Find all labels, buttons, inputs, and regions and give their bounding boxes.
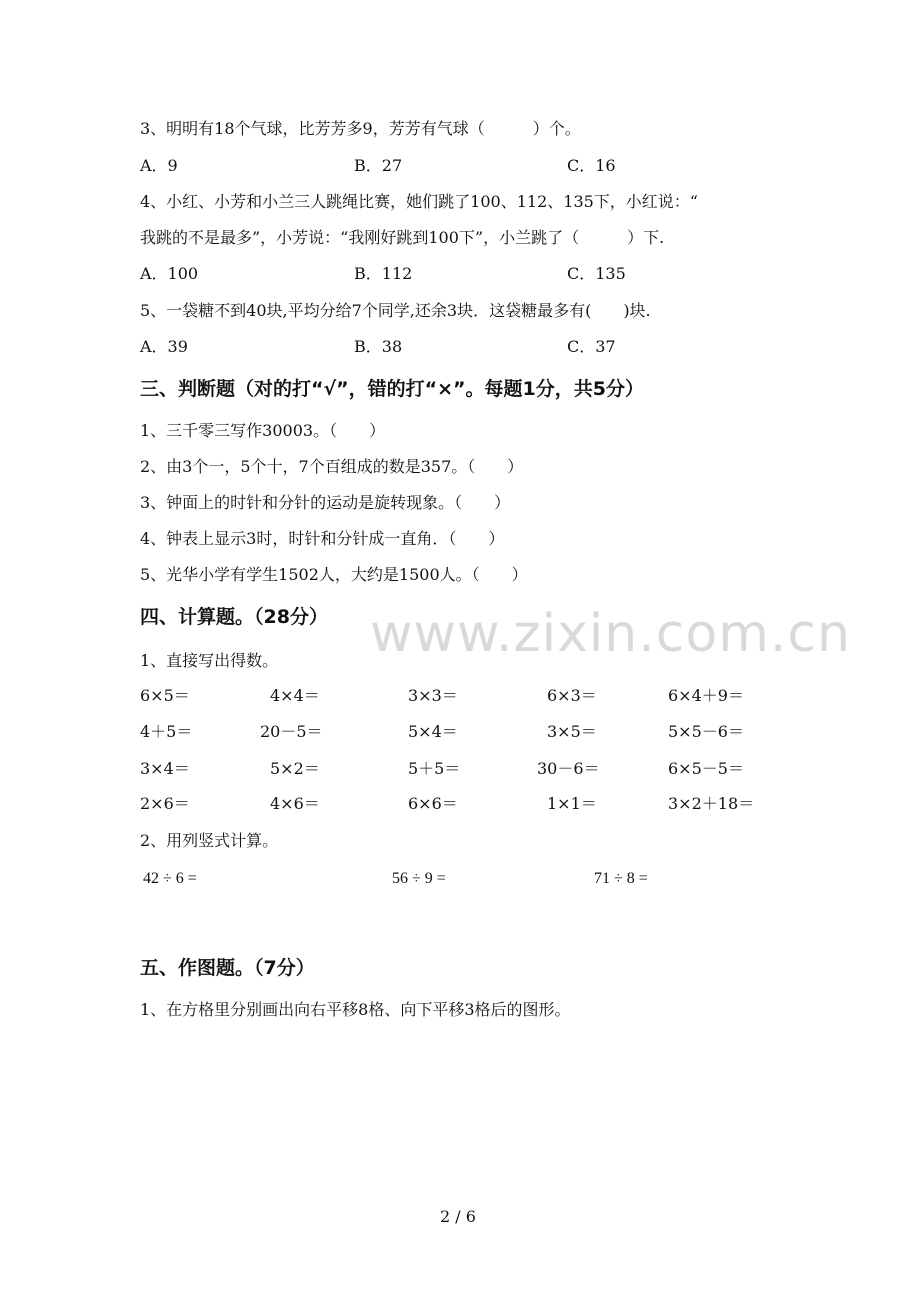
calc-item: 1×1＝ xyxy=(547,794,597,813)
watermark: www.zixin.com.cn xyxy=(370,604,851,664)
judge-item-2: 2、由3个一，5个十，7个百组成的数是357。（ ） xyxy=(140,457,524,476)
vertical-calc-2: 56 ÷ 9 = xyxy=(392,870,446,887)
calc-item: 20－5＝ xyxy=(260,722,323,741)
question-4-option-c: C．135 xyxy=(567,264,626,283)
calc-item: 6×5－5＝ xyxy=(668,759,744,778)
calc-item: 6×5＝ xyxy=(140,686,190,705)
question-3-option-b: B．27 xyxy=(354,156,403,175)
calc-item: 4＋5＝ xyxy=(140,722,193,741)
calc-item: 4×6＝ xyxy=(270,794,320,813)
calc-item: 3×3＝ xyxy=(408,686,458,705)
question-3-option-a: A．9 xyxy=(140,156,178,175)
calc-item: 5×4＝ xyxy=(408,722,458,741)
question-4-option-b: B．112 xyxy=(354,264,413,283)
section-5-subtitle-1: 1、在方格里分别画出向右平移8格、向下平移3格后的图形。 xyxy=(140,1000,571,1019)
question-3: 3、明明有18个气球，比芳芳多9，芳芳有气球（ ）个。 xyxy=(140,119,581,138)
judge-item-1: 1、三千零三写作30003。（ ） xyxy=(140,421,386,440)
calc-item: 4×4＝ xyxy=(270,686,320,705)
question-4-option-a: A．100 xyxy=(140,264,199,283)
calc-item: 6×4＋9＝ xyxy=(668,686,744,705)
question-5-option-b: B．38 xyxy=(354,337,403,356)
page-number: 2 / 6 xyxy=(440,1207,476,1226)
judge-item-4: 4、钟表上显示3时，时针和分针成一直角．（ ） xyxy=(140,529,505,548)
section-4-title: 四、计算题。（28分） xyxy=(140,606,328,628)
vertical-calc-1: 42 ÷ 6 = xyxy=(143,870,197,887)
section-4-subtitle-2: 2、用列竖式计算。 xyxy=(140,831,279,850)
judge-item-3: 3、钟面上的时针和分针的运动是旋转现象。（ ） xyxy=(140,493,511,512)
question-5-option-c: C．37 xyxy=(567,337,616,356)
calc-item: 5＋5＝ xyxy=(408,759,461,778)
question-4-line-1: 4、小红、小芳和小兰三人跳绳比赛，她们跳了100、112、135下，小红说：“ xyxy=(140,192,698,211)
calc-item: 3×2＋18＝ xyxy=(668,794,755,813)
judge-item-5: 5、光华小学有学生1502人，大约是1500人。（ ） xyxy=(140,565,528,584)
calc-item: 3×5＝ xyxy=(547,722,597,741)
question-4-line-2: 我跳的不是最多”，小芳说：“我刚好跳到100下”，小兰跳了（ ）下. xyxy=(140,228,665,247)
calc-item: 3×4＝ xyxy=(140,759,190,778)
section-3-title: 三、判断题（对的打“√”，错的打“×”。每题1分，共5分） xyxy=(140,378,644,400)
question-3-option-c: C．16 xyxy=(567,156,616,175)
calc-item: 6×3＝ xyxy=(547,686,597,705)
calc-item: 5×5－6＝ xyxy=(668,722,744,741)
calc-item: 5×2＝ xyxy=(270,759,320,778)
question-5-option-a: A．39 xyxy=(140,337,188,356)
section-5-title: 五、作图题。（7分） xyxy=(140,957,315,979)
section-4-subtitle-1: 1、直接写出得数。 xyxy=(140,651,279,670)
calc-item: 2×6＝ xyxy=(140,794,190,813)
question-5: 5、一袋糖不到40块,平均分给7个同学,还余3块．这袋糖最多有( )块. xyxy=(140,301,651,320)
calc-item: 30－6＝ xyxy=(537,759,600,778)
vertical-calc-3: 71 ÷ 8 = xyxy=(594,870,648,887)
calc-item: 6×6＝ xyxy=(408,794,458,813)
